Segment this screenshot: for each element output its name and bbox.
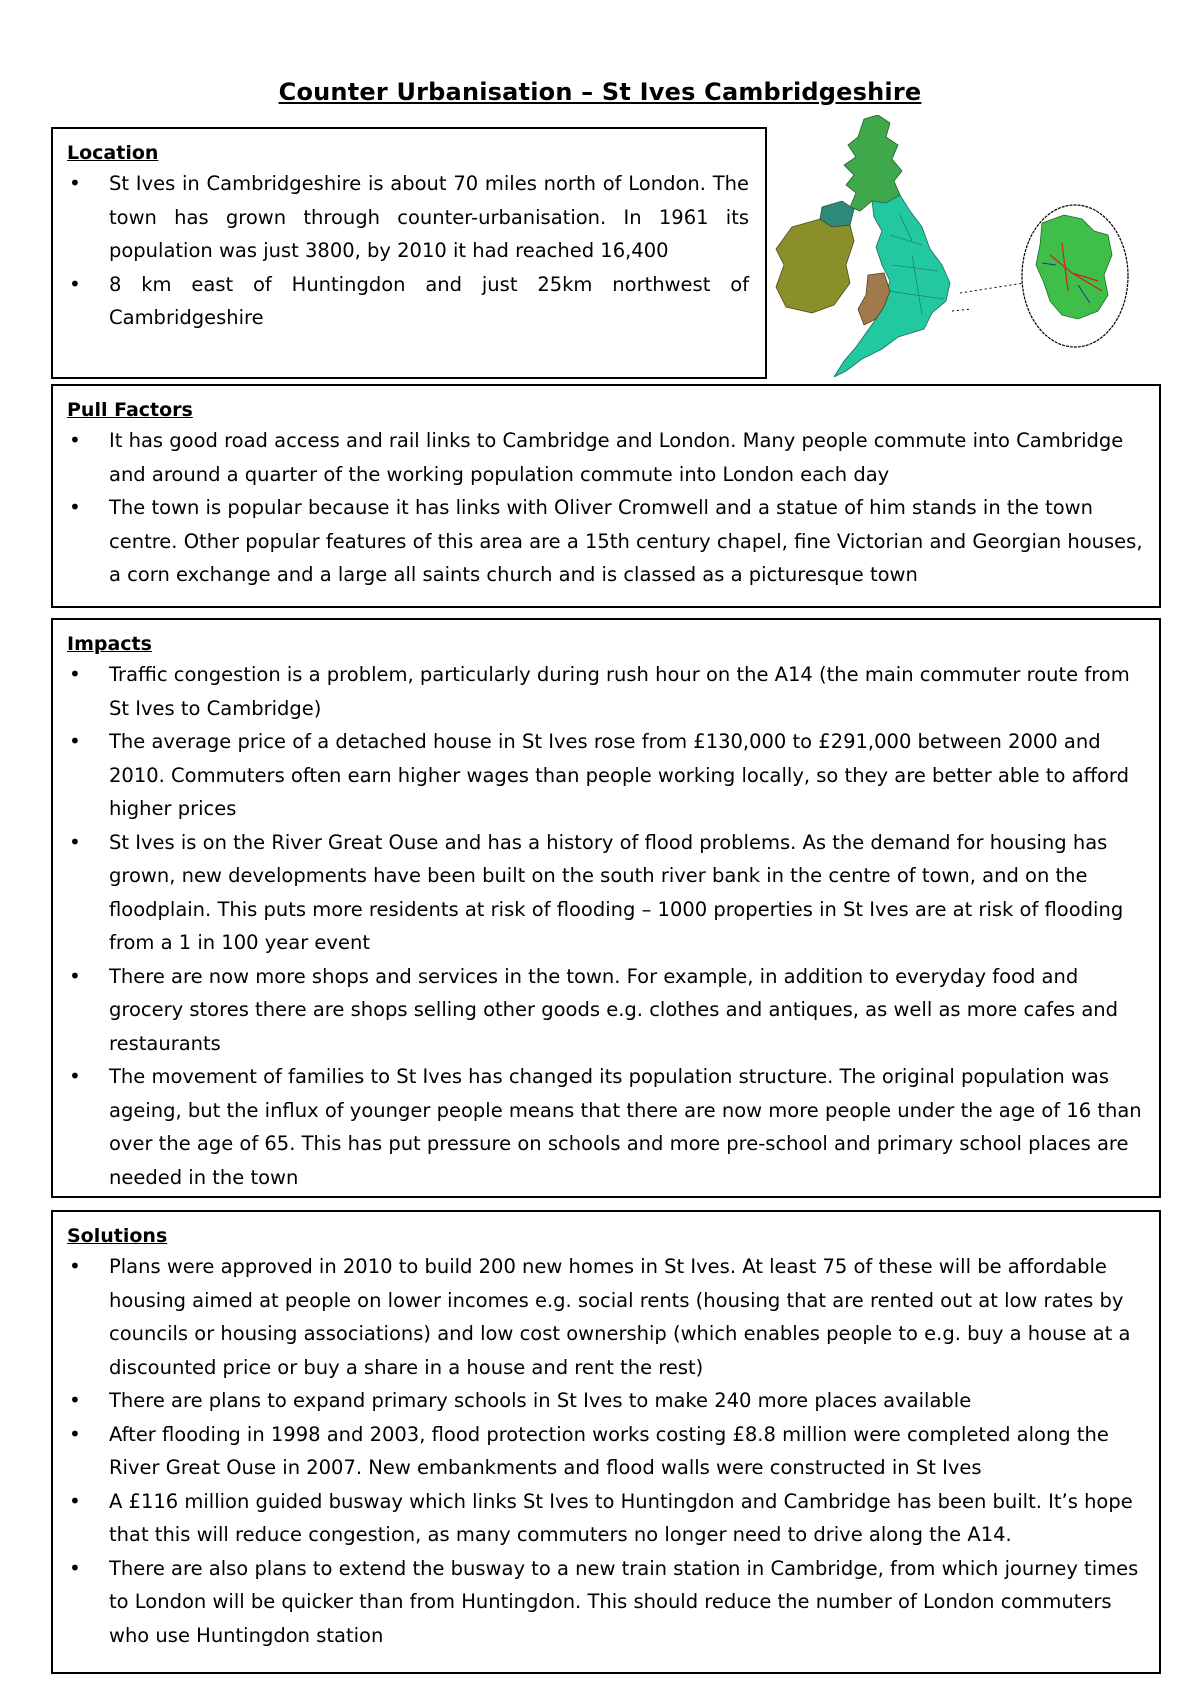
impacts-section [51,618,1161,1198]
location-item: • 8 km east of Huntingdon and just 25km northwest of Cambridgeshire [67,268,753,335]
connector-line [952,309,972,311]
pull-factors-section [51,384,1161,608]
impact-item: • The average price of a detached house in St Ives rose from £130,000 to £291,000 between 2000 and 2010. Commuters often earn higher wages than people working locally, so they are better able to afford higher prices [67,725,1147,826]
pull-factor-item: • It has good road access and rail links to Cambridge and London. Many people commute into Cambridge and around a quarter of the working population commute into London each day [67,424,1147,491]
pull-factor-item: • The town is popular because it has links with Oliver Cromwell and a statue of him stands in the town centre. Other popular features of this area are a 15th century chapel, fine Victorian and Georgian houses, a corn exchange and a large all saints church and is classed as a picturesque town [67,491,1147,592]
impacts-heading: Impacts [67,633,152,655]
page-title: Counter Urbanisation – St Ives Cambridgeshire [278,78,922,106]
impact-item: • There are now more shops and services in the town. For example, in addition to everyday food and grocery stores there are shops selling other goods e.g. clothes and antiques, as well as more cafes and restaurants [67,960,1147,1061]
location-list [67,167,753,335]
solution-item: • There are plans to expand primary schools in St Ives to make 240 more places available [67,1384,1147,1418]
impact-item: • Traffic congestion is a problem, particularly during rush hour on the A14 (the main commuter route from St Ives to Cambridge) [67,658,1147,725]
uk-map [772,115,1157,377]
location-heading: Location [67,142,159,164]
solution-item: • A £116 million guided busway which links St Ives to Huntingdon and Cambridge has been built. It’s hope that this will reduce congestion, as many commuters no longer need to drive along the A14. [67,1485,1147,1552]
impacts-list [67,658,1147,1194]
solution-item: • After flooding in 1998 and 2003, flood protection works costing £8.8 million were completed along the River Great Ouse in 2007. New embankments and flood walls were constructed in St Ives [67,1418,1147,1485]
england-region [834,195,950,377]
impact-item: • St Ives is on the River Great Ouse and has a history of flood problems. As the demand for housing has grown, new developments have been built on the south river bank in the centre of town, and on the floodplain. This puts more residents at risk of flooding – 1000 properties in St Ives are at risk of flooding from a 1 in 100 year event [67,826,1147,960]
pull-factors-heading: Pull Factors [67,399,193,421]
solution-item: • Plans were approved in 2010 to build 200 new homes in St Ives. At least 75 of these will be affordable housing aimed at people on lower incomes e.g. social rents (housing that are rented out at low rates by councils or housing associations) and low cost ownership (which enables people to e.g. buy a house at a discounted price or buy a share in a house and rent the rest) [67,1250,1147,1384]
scotland-region [844,115,902,211]
solution-item: • There are also plans to extend the busway to a new train station in Cambridge, from which journey times to London will be quicker than from Huntingdon. This should reduce the number of London commuters who use Huntingdon station [67,1552,1147,1653]
location-section [51,127,767,379]
connector-line [960,283,1024,293]
ireland-region [776,219,854,313]
solutions-list [67,1250,1147,1652]
impact-item: • The movement of families to St Ives has changed its population structure. The original population was ageing, but the influx of younger people means that there are now more people under the age of 16 than over the age of 65. This has put pressure on schools and more pre-school and primary school places are needed in the town [67,1060,1147,1194]
solutions-heading: Solutions [67,1225,168,1247]
solutions-section [51,1210,1161,1674]
location-item: • St Ives in Cambridgeshire is about 70 miles north of London. The town has grown through counter-urbanisation. In 1961 its population was just 3800, by 2010 it had reached 16,400 [67,167,753,268]
pull-factors-list [67,424,1147,592]
